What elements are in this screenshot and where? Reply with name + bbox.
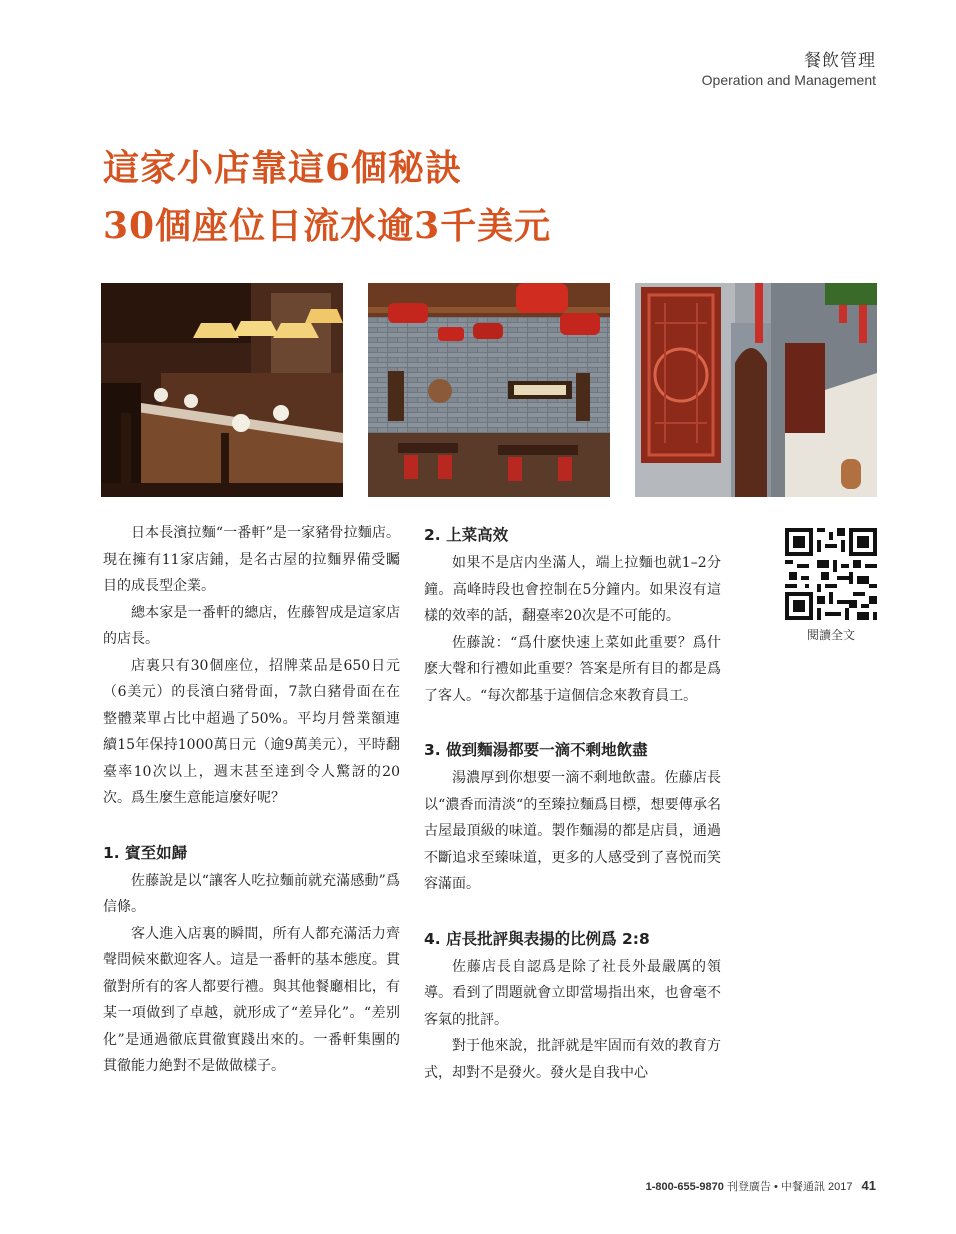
paragraph: 客人進入店裏的瞬間，所有人都充滿活力齊聲問候來歡迎客人。這是一番軒的基本態度。貫徹對所有的客人都要行禮。與其他餐廳相比，有某一項做到了卓越，就形成了“差异化”。“差别化”是通過徹底貫徹實踐出來的。一番軒集團的貫徹能力絶對不是做做樣子。: [103, 925, 400, 1074]
qr-caption: 閱讀全文: [806, 628, 855, 642]
paragraph: 佐藤說：“爲什麽快速上菜如此重要？爲什麽大聲和行禮如此重要？答案是所有目的都是爲了客人。“每次都基于這個信念來教育員工。: [424, 634, 721, 704]
page-number: 41: [861, 1178, 876, 1193]
left-text-column: [103, 520, 400, 1080]
paragraph: 佐藤說是以“讓客人吃拉麵前就充滿感動”爲信條。: [103, 872, 400, 915]
article-title-line2: 30個座位日流水逾3千美元: [103, 205, 552, 247]
section-header-cn: 餐飲管理: [804, 51, 876, 71]
paragraph: 店裏只有30個座位，招牌菜品是650日元（6美元）的長濱白豬骨面，7款白豬骨面在在整體菜單占比中超過了50%。平均月營業額連續15年保持1000萬日元（逾9萬美元），平時翻臺率10次以上，週末甚至達到令人驚訝的20次。爲生麼生意能這麼好呢？: [103, 657, 400, 806]
restaurant-photo-2: [368, 283, 610, 497]
section-header-en: Operation and Management: [701, 72, 876, 88]
article-title-line1: 這家小店靠這6個秘訣: [103, 147, 463, 189]
paragraph: 對于他來說，批評就是牢固而有效的教育方式，却對不是發火。發火是自我中心: [424, 1038, 721, 1081]
paragraph: 如果不是店内坐滿人，端上拉麵也就1–2分鐘。高峰時段也會控制在5分鐘内。如果沒有這樣的效率的話，翻臺率20次是不可能的。: [424, 555, 721, 624]
paragraph: 日本長濱拉麵“一番軒”是一家豬骨拉麵店。現在擁有11家店鋪，是名古屋的拉麵界備受矚目的成長型企業。: [103, 525, 400, 594]
middle-text-column: [424, 520, 721, 1086]
paragraph: 湯濃厚到你想要一滴不剩地飲盡。佐藤店長以“濃香而清淡“的至臻拉麵爲目標，想要傳承名古屋最頂級的味道。製作麵湯的都是店員，通過不斷追求至臻味道，更多的人感受到了喜悦而笑容滿面。: [424, 770, 721, 892]
section-heading-3: 3. 做到麵湯都要一滴不剩地飲盡: [424, 741, 648, 759]
section-heading-4: 4. 店長批評與表揚的比例爲 2:8: [424, 929, 650, 948]
footer-phone: 1-800-655-9870: [645, 1181, 724, 1193]
footer-publication: 刊登廣告 • 中餐通訊 2017: [726, 1181, 853, 1193]
qr-code[interactable]: [785, 528, 877, 620]
page-footer: [646, 1178, 876, 1194]
section-heading-1: 1. 賓至如歸: [103, 843, 188, 862]
restaurant-photo-3: [635, 283, 877, 497]
paragraph: 總本家是一番軒的總店，佐藤智成是這家店的店長。: [103, 604, 400, 647]
section-heading-2: 2. 上菜高效: [424, 526, 509, 544]
paragraph: 佐藤店長自認爲是除了社長外最嚴厲的領導。看到了問題就會立即當場指出來，也會毫不客氣的批評。: [424, 958, 721, 1028]
restaurant-photo-1: [101, 283, 343, 497]
